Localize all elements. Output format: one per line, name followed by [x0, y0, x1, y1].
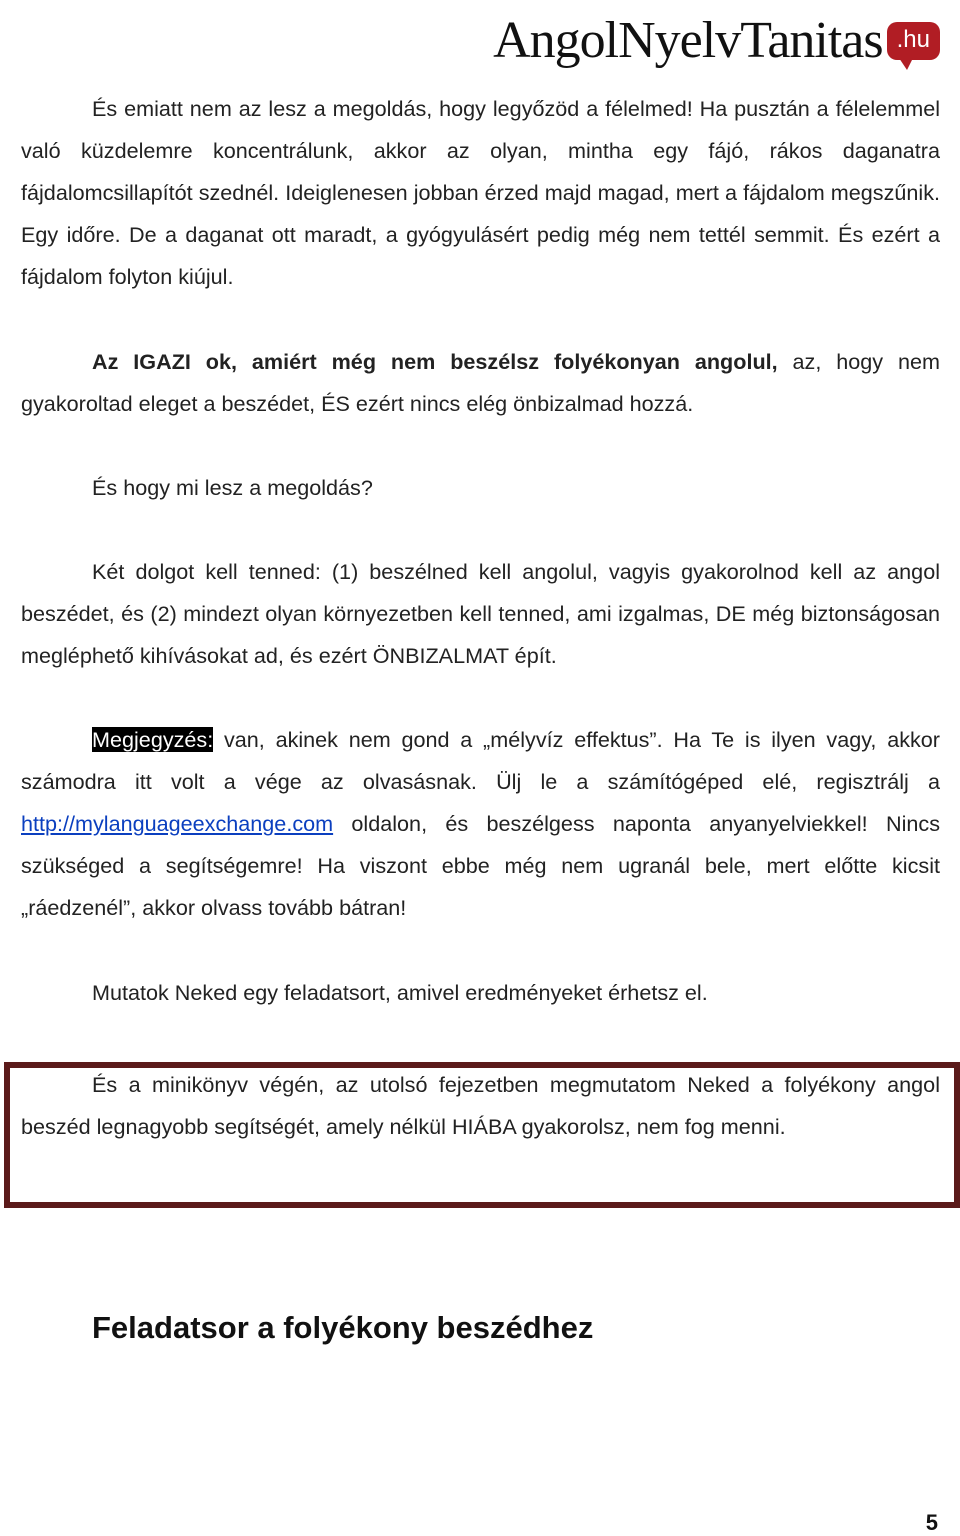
- mylanguageexchange-link[interactable]: http://mylanguageexchange.com: [21, 811, 334, 836]
- paragraph-4: Két dolgot kell tenned: (1) beszélned kell angolul, vagyis gyakorolnod kell az angol beszédet, és (2) mindezt olyan környezetben kell tenned, ami izgalmas, DE még biztonságosan megléphető kihívásokat ad, és ezért ÖNBIZALMAT épít.: [21, 559, 940, 668]
- paragraph-5: [21, 719, 940, 929]
- paragraph-5-a: van, akinek nem gond a „mélyvíz effektus”. Ha Te is ilyen vagy, akkor számodra itt volt a vége az olvasásnak. Ülj le a számítógéped elé, regisztrálj a: [21, 727, 940, 794]
- paragraph-5-b: oldalon, és beszélgess naponta anyanyelviekkel! Nincs szükséged a segítségemre! Ha viszont ebbe még nem ugranál bele, mert előtte kicsit „ráedzenél”, akkor olvass tovább bátran!: [21, 811, 940, 920]
- paragraph-6: Mutatok Neked egy feladatsort, amivel eredményeket érhetsz el.: [92, 980, 708, 1005]
- logo-speech-bubble: .hu: [887, 22, 940, 60]
- logo-word-tanitas: Tanitas: [740, 12, 883, 69]
- paragraph-2-bold: Az IGAZI ok, amiért még nem beszélsz folyékonyan angolul,: [92, 349, 778, 374]
- paragraph-7: És a minikönyv végén, az utolsó fejezetben megmutatom Neked a folyékony angol beszéd legnagyobb segítségét, amely nélkül HIÁBA gyakorolsz, nem fog menni.: [21, 1072, 940, 1139]
- paragraph-2: [21, 341, 940, 425]
- note-highlight: Megjegyzés:: [92, 727, 214, 752]
- page-number: 5: [925, 1510, 938, 1535]
- paragraph-2-rest: az, hogy nem gyakoroltad eleget a beszédet, ÉS ezért nincs elég önbizalmad hozzá.: [21, 349, 940, 416]
- site-logo: [493, 0, 940, 70]
- logo-word-angol: Angol: [493, 12, 619, 69]
- logo-word-nyelv: Nyelv: [618, 12, 741, 69]
- paragraph-3: És hogy mi lesz a megoldás?: [92, 475, 373, 500]
- paragraph-1: És emiatt nem az lesz a megoldás, hogy legyőzöd a félelmed! Ha pusztán a félelemmel való küzdelemre koncentrálunk, akkor az olyan, mintha egy fájó, rákos daganatra fájdalomcsillapítót szednél. Ideiglenesen jobban érzed majd magad, mert a fájdalom megszűnik. Egy időre. De a daganat ott maradt, a gyógyulásért pedig még nem tettél semmit. És ezért a fájdalom folyton kiújul.: [21, 96, 940, 289]
- section-heading: Feladatsor a folyékony beszédhez: [92, 1310, 594, 1345]
